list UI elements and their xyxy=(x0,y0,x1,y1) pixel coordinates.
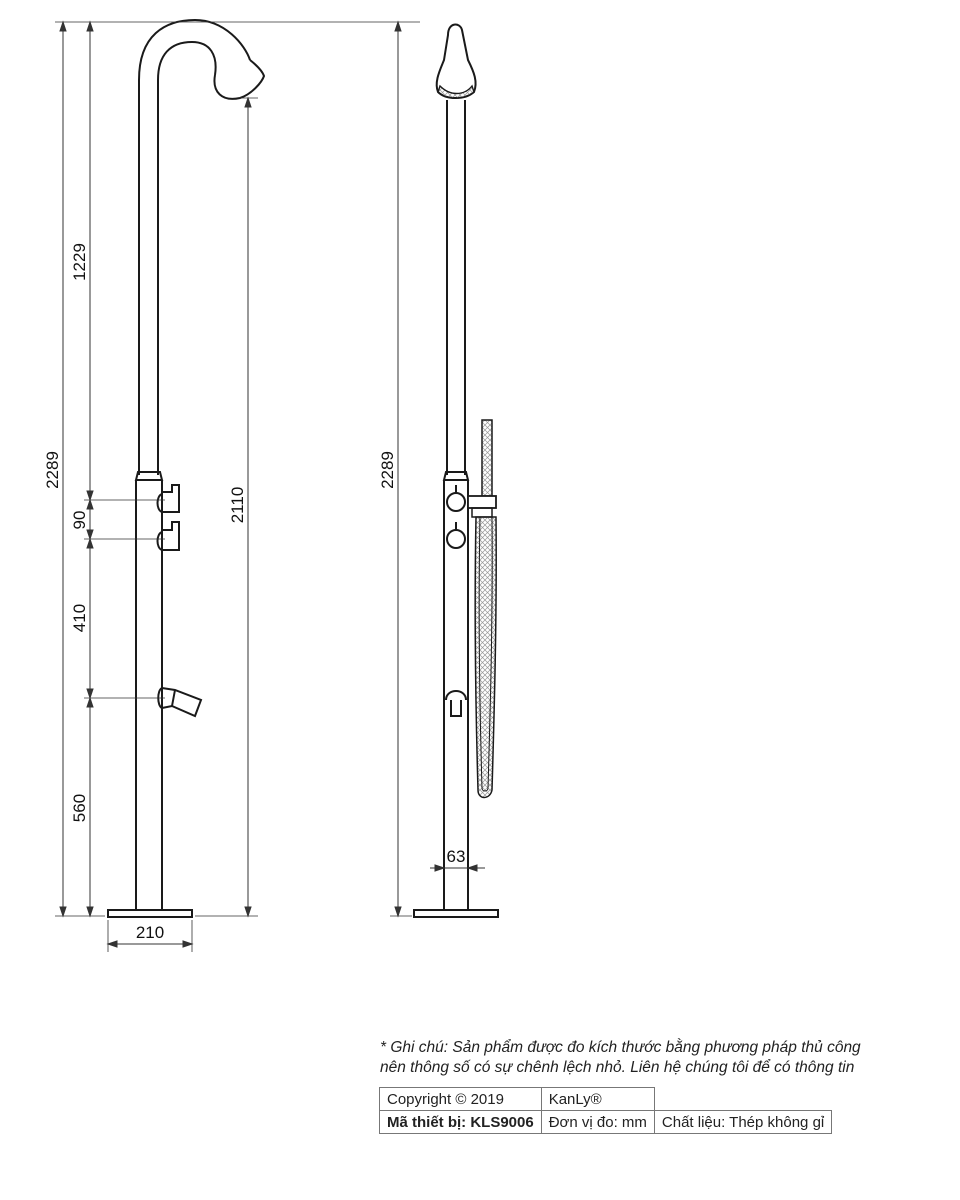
spec-table xyxy=(379,1087,832,1134)
dim-front-base-width: 210 xyxy=(135,923,165,942)
side-valve-1 xyxy=(447,485,465,511)
side-dimensions xyxy=(390,22,485,916)
side-view xyxy=(414,25,498,917)
dim-front-reach-height: 2110 xyxy=(228,486,247,524)
note-line-2: nên thông số có sự chênh lệch nhỏ. Liên hệ chúng tôi để có thông tin xyxy=(380,1059,855,1076)
front-valve-2 xyxy=(158,522,180,550)
dim-front-upper-section: 1229 xyxy=(70,243,89,281)
note-line-1: * Ghi chú: Sản phẩm được đo kích thước bằng phương pháp thủ công xyxy=(380,1039,861,1056)
front-gooseneck-pipe xyxy=(139,20,250,475)
side-spout xyxy=(446,691,466,716)
front-view xyxy=(108,20,264,917)
dim-side-total-height: 2289 xyxy=(378,451,397,489)
side-shower-head xyxy=(437,25,476,98)
dim-front-total-height: 2289 xyxy=(43,451,62,489)
spec-row-1 xyxy=(380,1088,832,1111)
dim-front-valve-to-spout: 410 xyxy=(70,603,89,633)
measurement-note xyxy=(380,1038,940,1078)
spec-copyright: Copyright © 2019 xyxy=(380,1088,542,1111)
dim-front-valve-spacing: 90 xyxy=(70,510,89,530)
side-valve-2 xyxy=(447,522,465,548)
front-base-plate xyxy=(108,910,192,917)
spec-model-code: Mã thiết bị: KLS9006 xyxy=(380,1111,542,1134)
spec-material: Chất liệu: Thép không gỉ xyxy=(654,1111,831,1134)
front-shower-head xyxy=(214,60,264,99)
spec-unit: Đơn vị đo: mm xyxy=(541,1111,654,1134)
front-valve-1 xyxy=(158,485,180,512)
dim-front-spout-height: 560 xyxy=(70,793,89,823)
side-hand-shower xyxy=(468,420,496,798)
spec-row-2 xyxy=(380,1111,832,1134)
side-base-plate xyxy=(414,910,498,917)
front-spout xyxy=(158,688,201,716)
spec-empty-cell xyxy=(654,1088,831,1111)
spec-brand: KanLy® xyxy=(541,1088,654,1111)
dim-side-pipe-diameter: 63 xyxy=(446,847,466,866)
